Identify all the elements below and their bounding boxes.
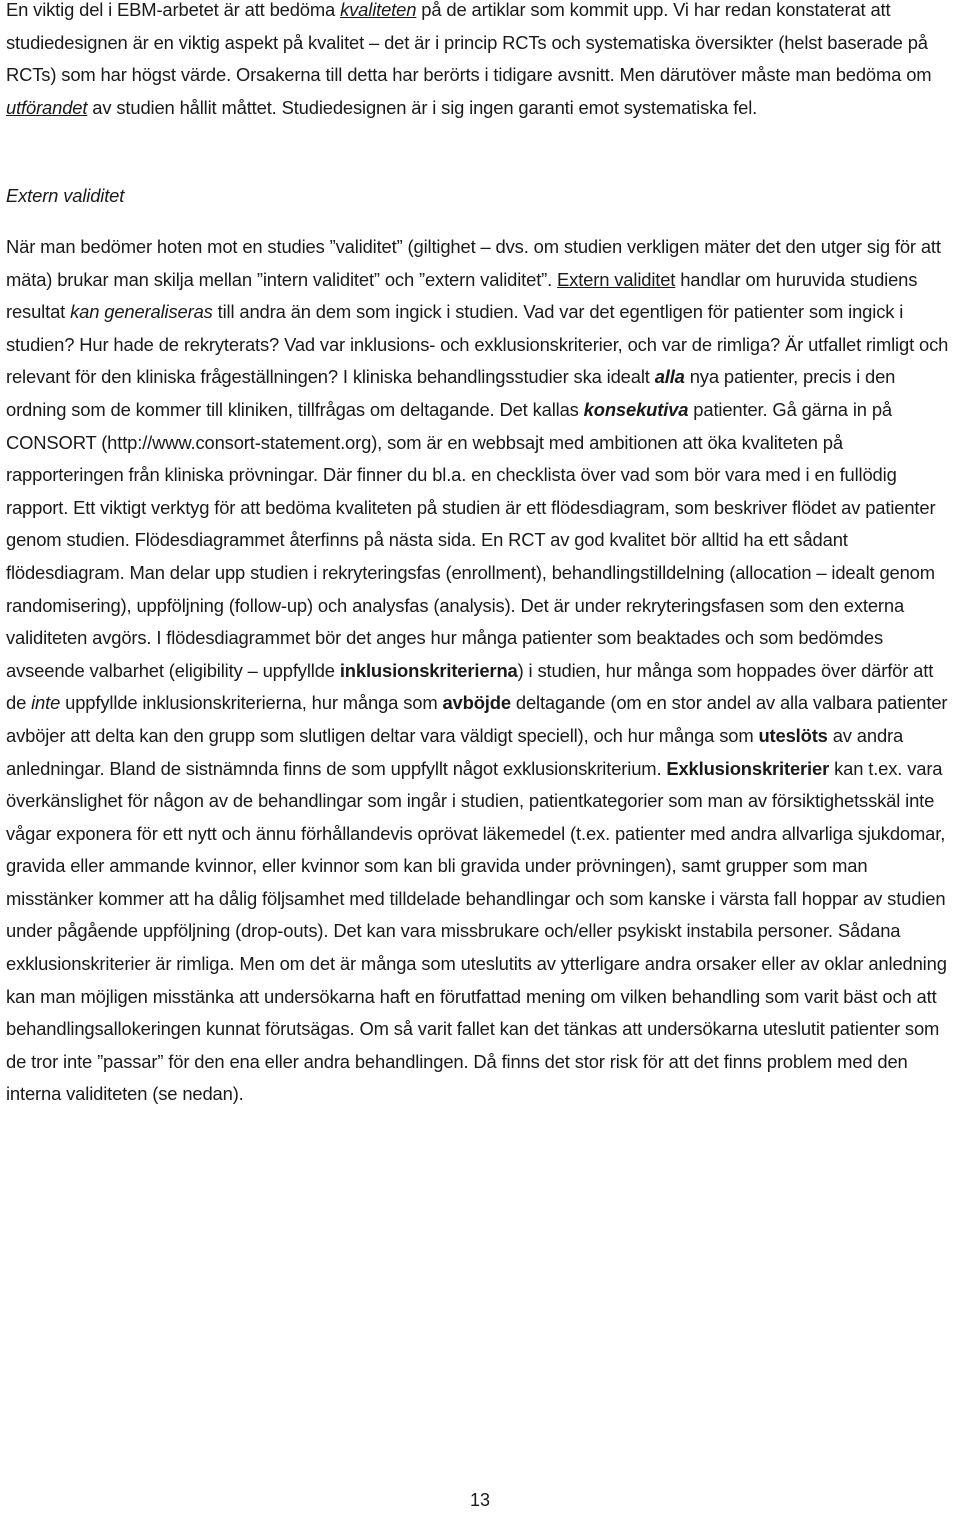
text-run: till andra än dem som ingick i studien. Vad var det egentligen för patienter som ingick i studien? Hur hade de rekryterats? Vad var inklusions- och exklusionskriterier, och var de rimliga? Är utfallet rimligt och relevant för den kliniska frågeställningen? I kliniska behandlingsstudier ska idealt (6, 301, 949, 388)
term-declined: avböjde (442, 692, 511, 714)
term-excluded: uteslöts (758, 724, 828, 746)
text-run: nya patienter, precis i den ordning som de kommer till kliniken, tillfrågas om deltagande. Det kallas (6, 366, 896, 420)
term-consecutive: konsekutiva (583, 398, 689, 420)
text-run: på de artiklar som kommit upp. Vi har redan konstaterat att studiedesignen är en viktig aspekt på kvalitet – det är i princip RCTs och systematiska översikter (helst baserade på RCTs) som har högst värde. Orsakerna till detta har berörts i tidigare avsnitt. Men därutöver måste man bedöma om (6, 0, 932, 86)
emphasis-all: alla (654, 366, 685, 388)
emphasis-generalised: kan generaliseras (70, 301, 213, 323)
term-external-validity: Extern validitet (557, 268, 676, 290)
term-exclusion-criteria: Exklusionskriterier (666, 757, 830, 779)
text-run: kan t.ex. vara överkänslighet för någon av de behandlingar som ingår i studien, patientkategorier som man av försiktighetsskäl inte vågar exponera för ett nytt och ännu förhållandevis oprövat läkemedel (t.ex. patienter med andra allvarliga sjukdomar, gravida eller ammande kvinnor, eller kvinnor som kan bli gravida under prövningen), samt grupper som man misstänker kommer att ha dålig följsamhet med tilldelade behandlingar och som kanske i värsta fall hoppar av studien under pågående uppföljning (drop-outs). Det kan vara missbrukare och/eller psykiskt instabila personer. Sådana exklusionskriterier är rimliga. Men om det är många som uteslutits av ytterligare andra orsaker eller av oklar anledning kan man möjligen misstänka att undersökarna haft en förutfattad mening om vilken behandling som varit bäst och att behandlingsallokeringen kunnat förutsägas. Om så varit fallet kan det tänkas att undersökarna uteslutit patienter som de tror inte ”passar” för den ena eller andra behandlingen. Då finns det stor risk för att det finns problem med den interna validiteten (se nedan). (6, 757, 947, 1105)
emphasis-not: inte (31, 692, 61, 714)
text-run: ) i studien, hur många som hoppades över därför att de (6, 659, 934, 714)
page-number: 13 (469, 1490, 491, 1510)
text-run: patienter. Gå gärna in på CONSORT (http://www.consort-statement.org), som är en webbsajt med ambitionen att öka kvaliteten på rapporteringen från kliniska prövningar. Där finner du bl.a. en checklista över vad som bör vara med i en fullödig rapport. Ett viktigt verktyg för att bedöma kvaliteten på studien är ett flödesdiagram, som beskriver flödet av patienter genom studien. Flödesdiagrammet återfinns på nästa sida. En RCT av god kvalitet bör alltid ha ett sådant flödesdiagram. Man delar upp studien i rekryteringsfas (enrollment), behandlingstilldelning (allocation – idealt genom randomisering), uppföljning (follow-up) och analysfas (analysis). Det är under rekryteringsfasen som den externa validiteten avgörs. I flödesdiagrammet bör det anges hur många patienter som beaktades och som bedömdes avseende valbarhet (eligibility – uppfyllde (6, 398, 936, 681)
text-run: av studien hållit måttet. Studiedesignen är i sig ingen garanti emot systematiska fel. (87, 96, 758, 118)
text-run: av andra anledningar. Bland de sistnämnda finns de som uppfyllt något exklusionskriterium. (6, 724, 904, 779)
text-run: deltagande (om en stor andel av alla valbara patienter avböjer att delta kan den grupp som slutligen deltar vara väldigt speciell), och hur många som (6, 692, 948, 746)
text-run: uppfyllde inklusionskriterierna, hur många som (60, 692, 443, 714)
emphasis-execution: utförandet (6, 96, 88, 118)
text-run: En viktig del i EBM-arbetet är att bedöma (6, 0, 341, 20)
paragraph-external-validity (6, 231, 956, 1111)
paragraph-intro (6, 0, 956, 124)
section-heading: Extern validitet (6, 185, 125, 206)
term-inclusion-criteria: inklusionskriterierna (339, 659, 518, 681)
emphasis-quality: kvaliteten (340, 0, 417, 20)
text-run: När man bedömer hoten mot en studies ”validitet” (giltighet – dvs. om studien verkligen mäter det den utger sig för att mäta) brukar man skilja mellan ”intern validitet” och ”extern validitet”. (6, 236, 941, 290)
text-run: handlar om huruvida studiens resultat (6, 268, 918, 323)
